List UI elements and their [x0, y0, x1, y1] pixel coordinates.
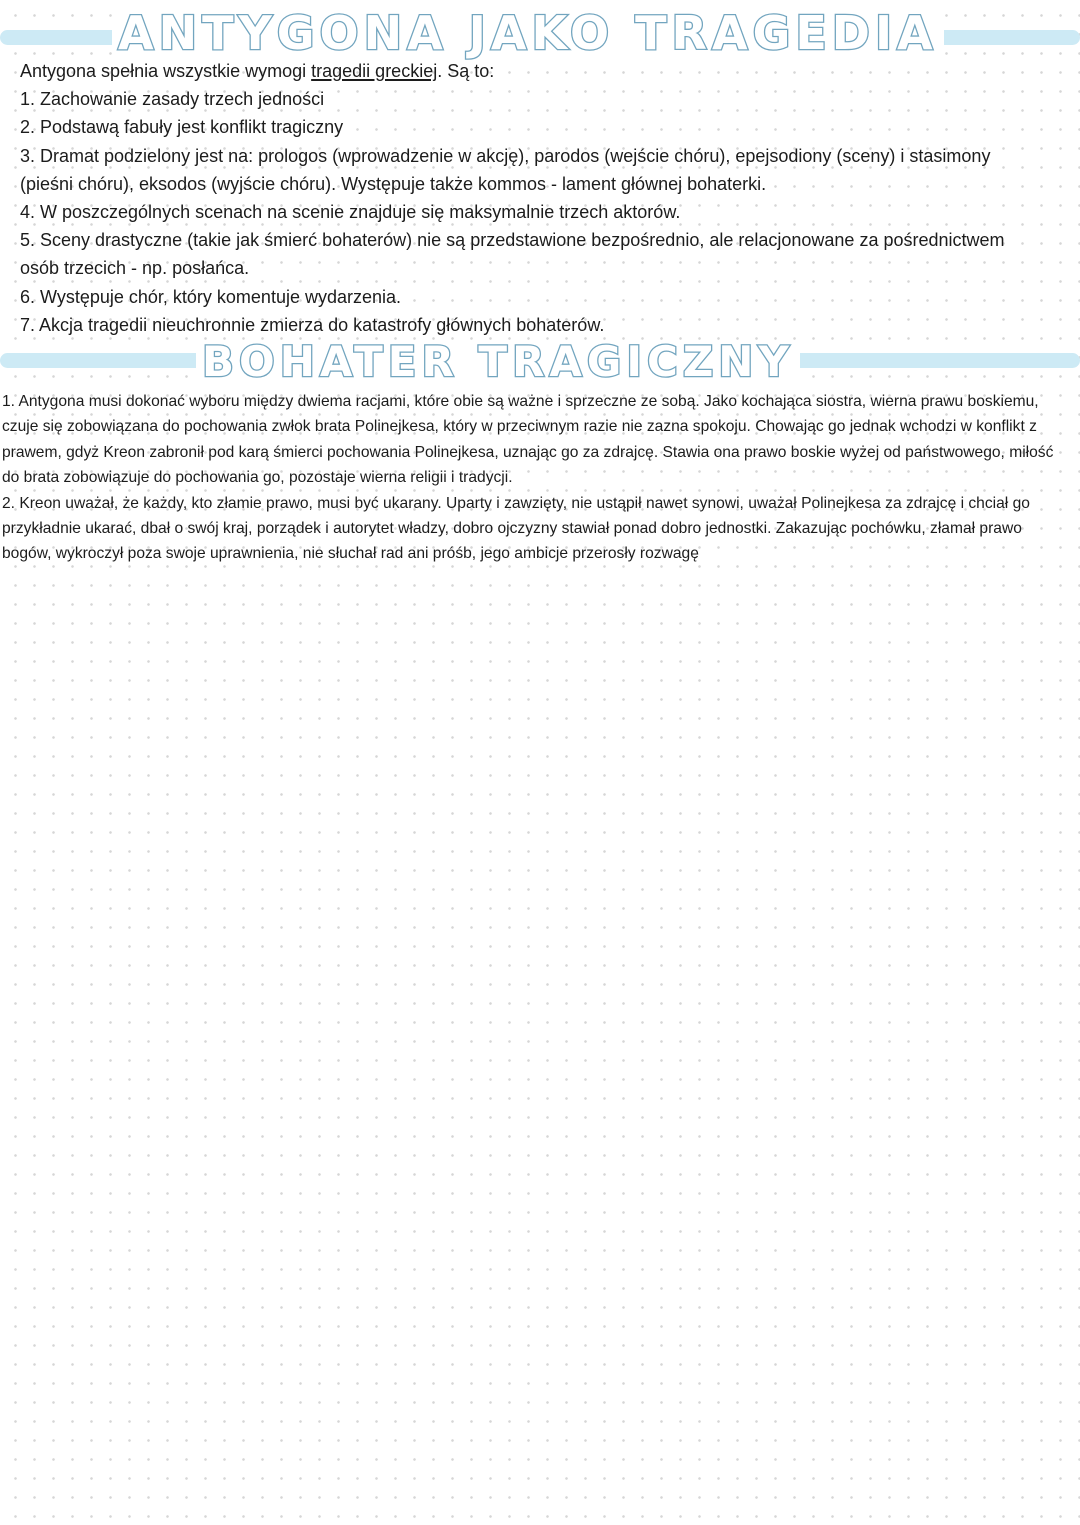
- underlined-term: tragedii greckiej: [311, 61, 438, 81]
- heading-title: BOHATER TRAGICZNY: [196, 341, 800, 383]
- list-item: 2. Podstawą fabuły jest konflikt tragiczny: [20, 117, 344, 138]
- list-item: 3. Dramat podzielony jest na: prologos (wprowadzenie w akcję), parodos (wejście chóru), epejsodiony (sceny) i stasimony (pieśni chóru), eksodos (wyjście chóru). Występuje także kommos - lament głównej bohaterki.: [20, 145, 991, 194]
- list-item: 7. Akcja tragedii nieuchronnie zmierza do katastrofy głównych bohaterów.: [20, 314, 605, 335]
- heading-antygona-jako-tragedia: [0, 0, 1080, 62]
- list-item: 5. Sceny drastyczne (takie jak śmierć bohaterów) nie są przedstawione bezpośrednio, ale relacjonowane za pośrednictwem osób trzecich - np. posłańca.: [20, 230, 1005, 279]
- intro-paragraph: Antygona spełnia wszystkie wymogi tragedii greckiej. Są to:: [20, 61, 495, 81]
- list-item: 2. Kreon uważał, że każdy, kto złamie prawo, musi być ukarany. Uparty i zawzięty, nie ustąpił nawet synowi, uważał Polinejkesa za zdrajcę i chciał go przykładnie ukarać, dbał o swój kraj, porządek i autorytet władzy, dobro ojczyzny stawiał ponad dobro jednostki. Zakazując pochówku, złamał prawo bogów, wykroczył poza swoje uprawnienia, nie słuchał rad ani próśb, jego ambicje przerosły rozwagę: [2, 494, 1030, 563]
- list-item: 6. Występuje chór, który komentuje wydarzenia.: [20, 286, 402, 307]
- list-item: 4. W poszczególnych scenach na scenie znajduje się maksymalnie trzech aktorów.: [20, 202, 681, 223]
- heading-title: ANTYGONA JAKO TRAGEDIA: [112, 10, 944, 56]
- tragedy-requirements-section: [20, 57, 1020, 339]
- heading-underline-left: [0, 30, 130, 45]
- heading-bohater-tragiczny: [0, 338, 1080, 392]
- heading-underline-right: [790, 353, 1080, 368]
- list-item: 1. Zachowanie zasady trzech jedności: [20, 89, 325, 110]
- list-item: 1. Antygona musi dokonać wyboru między dwiema racjami, które obie są ważne i sprzeczne ze sobą. Jako kochająca siostra, wierna prawu boskiemu, czuje się zobowiązana do pochowania zwłok brata Polinejkesa, który w przeciwnym razie nie zazna spokoju. Chowając go jednak wchodzi w konflikt z prawem, gdyż Kreon zabronił pod karą śmierci pochowania Polinejkesa, uznając go za zdrajcę. Stawia ona prawo boskie wyżej od państwowego, miłość do brata zobowiązuje do pochowania go, pozostaje wierna religii i tradycji.: [2, 393, 1054, 487]
- heading-underline-left: [0, 353, 212, 368]
- tragic-hero-section: [2, 389, 1074, 567]
